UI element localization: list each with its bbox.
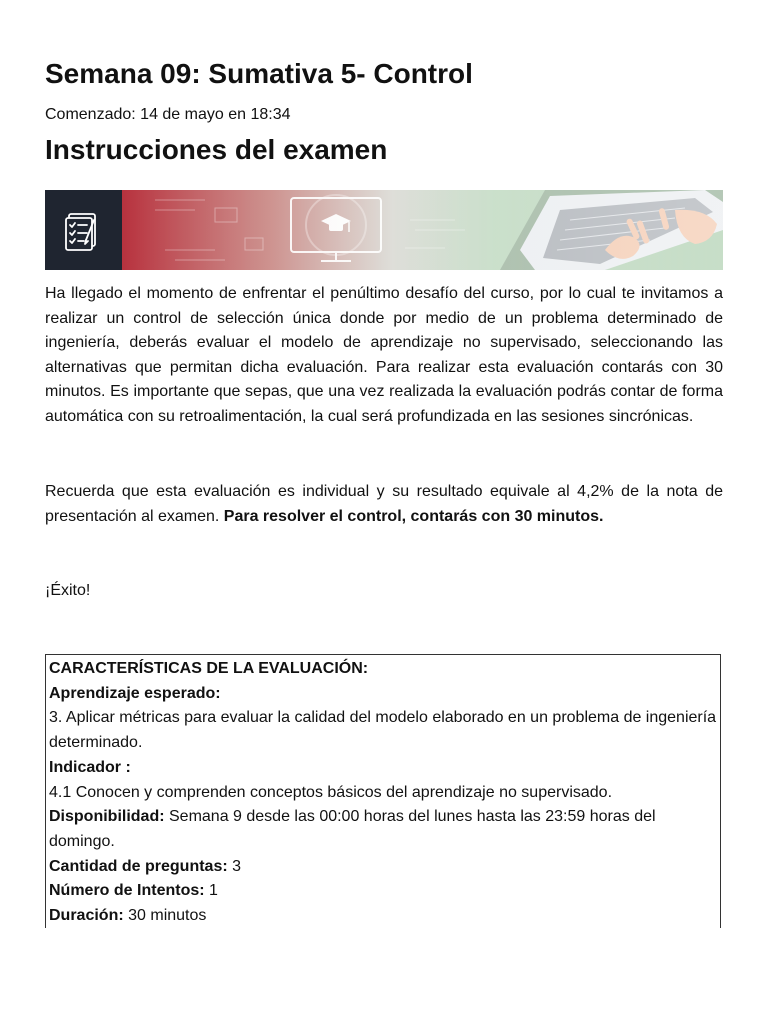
indicator-value: 4.1 Conocen y comprenden conceptos básicos del aprendizaje no supervisado.: [49, 783, 613, 801]
checklist-document-icon: [66, 214, 95, 250]
expected-learning-value: 3. Aplicar métricas para evaluar la calidad del modelo elaborado en un problema de ingeniería determinado.: [49, 709, 717, 752]
started-timestamp: Comenzado: 14 de mayo en 18:34: [45, 106, 291, 123]
expected-learning-label: Aprendizaje esperado:: [49, 684, 221, 702]
intro-paragraph: Ha llegado el momento de enfrentar el penúltimo desafío del curso, por lo cual te invitamos a realizar un control de selección única donde por medio de un problema determinado de ingeniería, deberás evaluar el modelo de aprendizaje no supervisado, seleccionando las alternativas que permitan dicha evaluación. Para realizar esta evaluación contarás con 30 minutos. Es importante que sepas, que una vez realizada la evaluación podrás contar de forma automática con su retroalimentación, la cual será profundizada en las sesiones sincrónicas.: [45, 285, 723, 425]
reminder-text: Recuerda que esta evaluación es individual y su resultado equivale al 4,2% de la nota de presentación al examen.: [45, 483, 723, 525]
duration-label: Duración:: [49, 907, 124, 925]
questions-count-value: 3: [227, 857, 242, 875]
course-banner: [45, 190, 723, 270]
attempts-value: 1: [204, 882, 218, 900]
details-heading: CARACTERÍSTICAS DE LA EVALUACIÓN:: [49, 660, 369, 677]
attempts-label: Número de Intentos:: [49, 882, 205, 900]
duration-value: 30 minutos: [123, 907, 207, 925]
reminder-paragraph: [45, 480, 723, 529]
page-title: Semana 09: Sumativa 5- Control: [45, 58, 473, 89]
success-message: ¡Éxito!: [45, 582, 91, 599]
evaluation-details-table: [45, 654, 721, 928]
indicator-label: Indicador :: [49, 758, 131, 776]
reminder-bold-text: Para resolver el control, contarás con 30 minutos.: [223, 507, 604, 525]
instructions-heading: Instrucciones del examen: [45, 134, 388, 165]
availability-label: Disponibilidad:: [49, 808, 165, 826]
questions-count-label: Cantidad de preguntas:: [49, 857, 228, 875]
availability-value: Semana 9 desde las 00:00 horas del lunes hasta las 23:59 horas del domingo.: [49, 808, 656, 850]
